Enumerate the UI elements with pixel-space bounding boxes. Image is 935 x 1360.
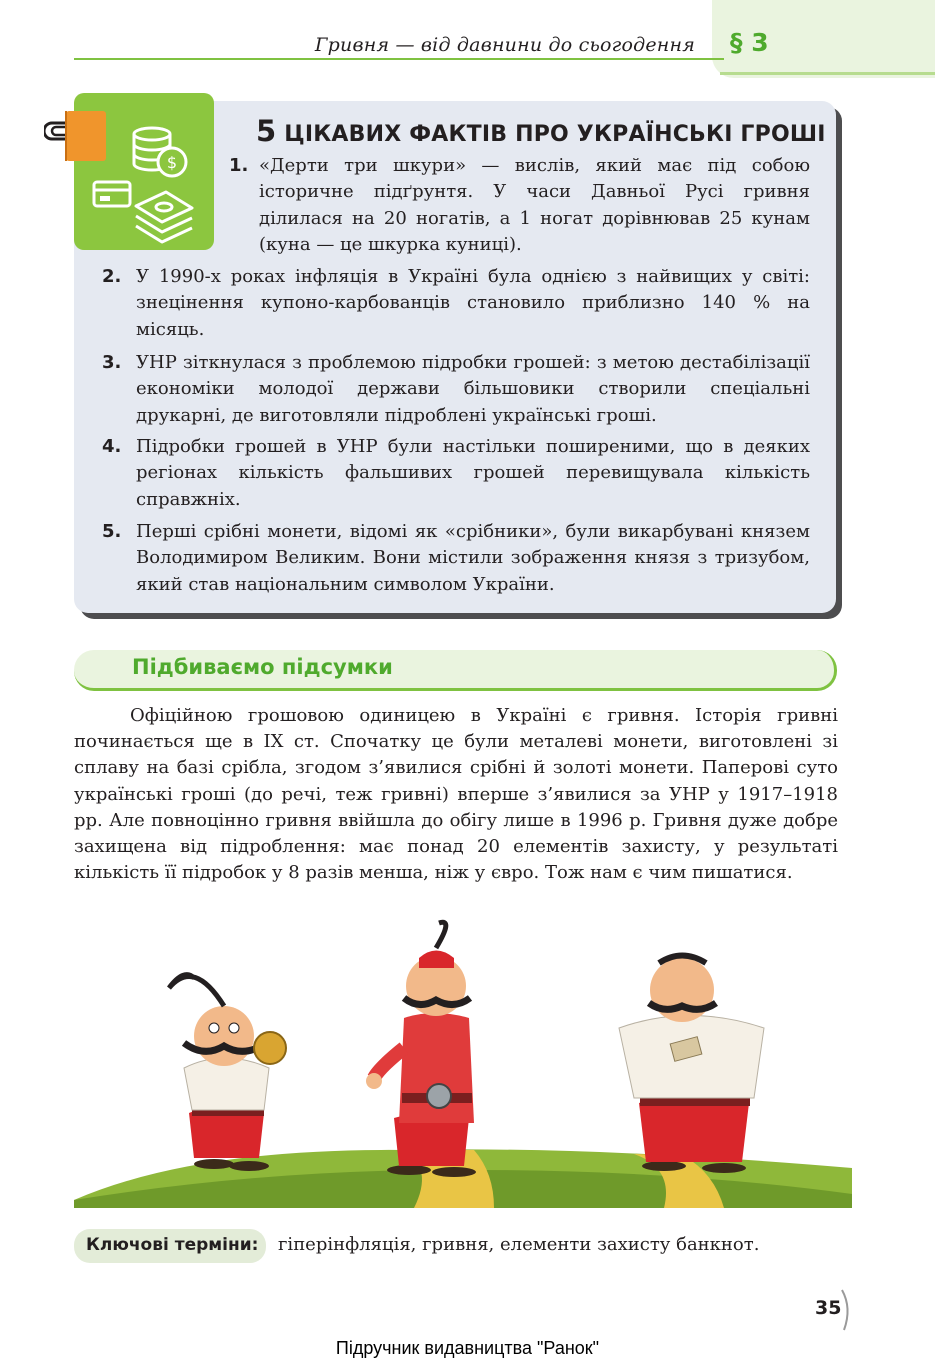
summary-paragraph: Офіційною грошовою одиницею в Україні є гривня. Історія гривні починається ще в IX ст. Спочатку це були металеві монети, виготовлені зі сплаву на базі срібла, згодом з’явилися срібні й золоті монети. Паперові суто українські гроші (до речі, теж гривні) вперше з’явилися за УНР у 1917–1918 рр. Але повноцінно гривня ввійшла до обігу лише в 1996 р. Гривня дуже добре захищена від підроблення: має понад 20 елементів захисту, у результаті кількість її підробок у 8 разів менша, ніж у євро. Тож нам є чим пишатися. (74, 705, 838, 884)
cossack-middle (366, 922, 476, 1177)
publisher-footer: Підручник видавництва "Ранок" (335, 1338, 600, 1358)
fact-text: Підробки грошей в УНР були настільки поширеними, що в деяких регіонах кількість фальшивих грошей перевищувала кількість справжніх. (136, 436, 810, 510)
running-header-title: Гривня — від давнини до сьогодення (314, 34, 695, 56)
fact-number: 3. (102, 352, 122, 373)
fact-text: Перші срібні монети, відомі як «срібники», були викарбувані князем Володимиром Великим. Вони містили зображення князя з тризубом, який став національним символом України. (136, 521, 810, 595)
section-tab-underline (720, 72, 935, 75)
fact-text: «Дерти три шкури» — вислів, який має під собою історичне підґрунтя. У часи Давньої Русі гривня ділилася на 20 ногатів, а 1 ногат дорівнював 25 кунам (куна — це шкурка куниці). (259, 155, 810, 255)
section-number: § 3 (730, 28, 769, 57)
fact-number: 5. (102, 521, 122, 542)
cossack-left (169, 975, 286, 1171)
page-corner-icon (840, 1288, 854, 1332)
cossacks-illustration (74, 918, 852, 1218)
page-number: 35 (815, 1297, 842, 1319)
fact-number: 1. (229, 155, 249, 176)
facts-title: 5 ЦІКАВИХ ФАКТІВ ПРО УКРАЇНСЬКІ ГРОШІ (256, 114, 826, 148)
money-icon (92, 120, 196, 246)
fact-number: 4. (102, 436, 122, 457)
summary-heading: Підбиваємо підсумки (132, 655, 393, 679)
header-rule (74, 58, 724, 60)
fact-text: У 1990-х роках інфляція в Україні була однією з найвищих у світі: знецінення купоно-карбованців становило приблизно 140 % на місяць. (136, 266, 810, 340)
svg-text:$: $ (166, 153, 178, 172)
cossack-right (619, 956, 764, 1174)
fact-number: 2. (102, 266, 122, 287)
key-terms-list: гіперінфляція, гривня, елементи захисту банкнот. (278, 1234, 760, 1255)
fact-text: УНР зіткнулася з проблемою підробки грошей: з метою дестабілізації економіки молодої держави більшовики створили спеціальні друкарні, де виготовляли підроблені українські гроші. (136, 352, 810, 426)
key-terms-label: Ключові терміни: (86, 1235, 259, 1255)
